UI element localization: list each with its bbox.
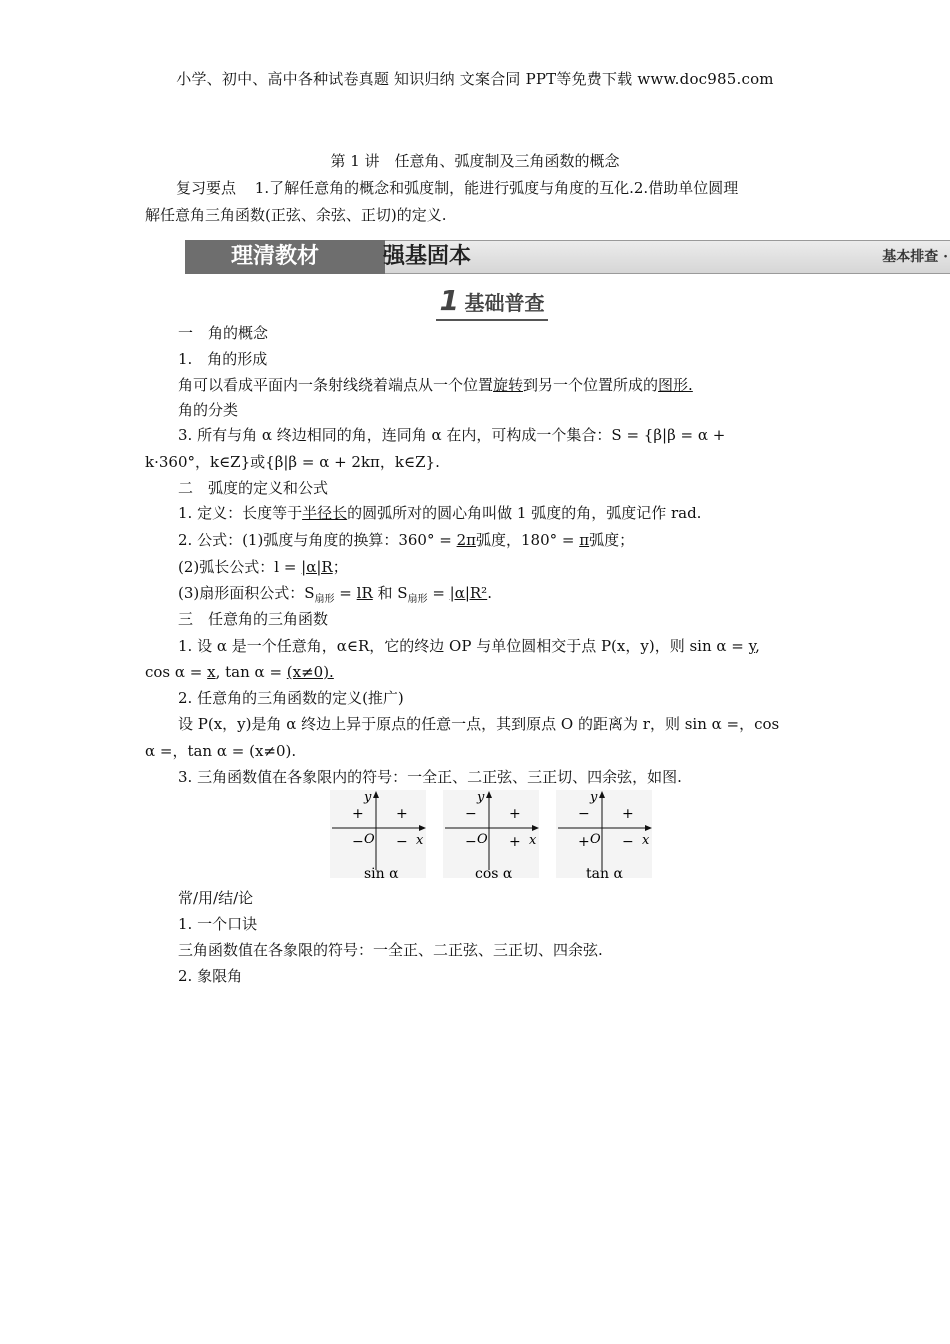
s1-item-1: 1. 角的形成 xyxy=(178,350,268,368)
section-heading xyxy=(436,284,548,321)
answer-blank: π xyxy=(579,531,590,549)
review-text-1: 1.了解任意角的概念和弧度制，能进行弧度与角度的互化.2.借助单位圆理 xyxy=(254,179,739,197)
q1-sign: + xyxy=(509,806,521,822)
diagram-caption: cos α xyxy=(475,866,513,882)
origin-label: O xyxy=(364,832,375,847)
q4-sign: + xyxy=(509,834,521,850)
q1-sign: + xyxy=(622,806,634,822)
banner-left-label: 理清教材 xyxy=(185,240,385,274)
diagram-bg xyxy=(443,790,539,878)
s2-item-3 xyxy=(178,557,348,577)
diagram-bg xyxy=(330,790,426,878)
s2-item-2 xyxy=(178,530,634,550)
s1-item-3-line1: 3. 所有与角 α 终边相同的角，连同角 α 在内，可构成一个集合：S = {β|β = α + xyxy=(178,426,726,444)
site-header: 小学、初中、高中各种试卷真题 知识归纳 文案合同 PPT等免费下载 www.doc985.com xyxy=(176,70,774,88)
text-run: , xyxy=(755,637,760,655)
s3-item-1-line1 xyxy=(178,636,760,656)
y-label: y xyxy=(590,790,598,805)
lecture-title: 第 1 讲 任意角、弧度制及三角函数的概念 xyxy=(330,152,620,170)
section-number: 1 xyxy=(439,284,459,317)
q4-sign: − xyxy=(396,834,408,850)
answer-blank: 2π xyxy=(456,531,476,549)
answer-blank: 半径长 xyxy=(302,504,348,522)
conclusion-1: 1. 一个口诀 xyxy=(178,915,258,933)
q3-sign: − xyxy=(352,834,364,850)
conclusion-1-text: 三角函数值在各象限的符号：一全正、二正弦、三正切、四余弦. xyxy=(178,941,603,959)
s2-item-1 xyxy=(178,503,701,523)
text-run: , tan α = xyxy=(215,663,287,681)
answer-blank: (x≠0). xyxy=(286,663,334,681)
q2-sign: − xyxy=(578,806,590,822)
s1-item-1-text xyxy=(178,375,693,395)
diagram-tan xyxy=(556,790,652,882)
review-points xyxy=(176,178,738,198)
text-run: 1. 设 α 是一个任意角，α∈R，它的终边 OP 与单位圆相交于点 P(x，y)，则 sin α = xyxy=(178,637,749,655)
section-text: 基础普查 xyxy=(464,291,545,315)
quadrant-sign-diagrams xyxy=(326,788,666,888)
answer-blank: |α|R² xyxy=(449,584,488,602)
subscript: 扇形 xyxy=(314,594,335,605)
answer-blank: 图形. xyxy=(658,376,693,394)
text-run: 弧度； xyxy=(589,531,635,549)
conclusions-title: 常/用/结/论 xyxy=(178,889,254,907)
text-run: 和 S xyxy=(372,584,408,602)
s3-item-2-line2: α =，tan α = (x≠0). xyxy=(145,742,297,760)
q1-sign: + xyxy=(396,806,408,822)
q2-sign: − xyxy=(465,806,477,822)
review-text-2: 解任意角三角函数(正弦、余弦、正切)的定义. xyxy=(145,206,447,224)
s2-title: 二 弧度的定义和公式 xyxy=(178,479,329,497)
text-run: 到另一个位置所成的 xyxy=(523,376,659,394)
y-label: y xyxy=(364,790,372,805)
q3-sign: + xyxy=(578,834,590,850)
s1-title: 一 角的概念 xyxy=(178,324,269,342)
answer-blank: |α|R xyxy=(301,558,333,576)
subscript: 扇形 xyxy=(407,594,428,605)
banner-right-label: 强基固本 xyxy=(383,244,472,269)
review-label: 复习要点 xyxy=(176,179,237,197)
diagram-caption: tan α xyxy=(586,866,623,882)
s3-item-3: 3. 三角函数值在各象限内的符号：一全正、二正弦、三正切、四余弦，如图. xyxy=(178,768,682,786)
q4-sign: − xyxy=(622,834,634,850)
section-banner xyxy=(185,238,950,278)
text-run: cos α = xyxy=(145,663,208,681)
diagram-caption: sin α xyxy=(364,866,399,882)
diagram-cos xyxy=(443,790,539,882)
diagram-bg xyxy=(556,790,652,878)
q2-sign: + xyxy=(352,806,364,822)
diagram-sin xyxy=(330,790,426,882)
text-run: ； xyxy=(332,558,348,576)
text-run: = xyxy=(427,584,450,602)
origin-label: O xyxy=(477,832,488,847)
answer-blank: x xyxy=(207,663,216,681)
answer-blank: 旋转 xyxy=(493,376,524,394)
text-run: 弧度，180° = xyxy=(475,531,580,549)
text-run: 1. 定义：长度等于 xyxy=(178,504,303,522)
y-label: y xyxy=(477,790,485,805)
text-run: . xyxy=(487,584,492,602)
answer-blank: lR xyxy=(356,584,373,602)
q3-sign: − xyxy=(465,834,477,850)
s3-title: 三 任意角的三角函数 xyxy=(178,610,329,628)
s3-item-2-line1: 设 P(x，y)是角 α 终边上异于原点的任意一点，其到原点 O 的距离为 r，则 sin α =，cos xyxy=(178,715,780,733)
banner-note: 基本排查 · xyxy=(882,249,948,265)
text-run: = xyxy=(334,584,357,602)
x-label: x xyxy=(642,833,650,848)
x-label: x xyxy=(416,833,424,848)
banner-arrow xyxy=(353,240,379,274)
s2-item-4 xyxy=(178,583,492,610)
text-run: 2. 公式：(1)弧度与角度的换算：360° = xyxy=(178,531,457,549)
text-run: 角可以看成平面内一条射线绕着端点从一个位置 xyxy=(178,376,494,394)
s1-item-3-line2: k·360°，k∈Z}或{β|β = α + 2kπ，k∈Z}. xyxy=(145,453,440,471)
text-run: 的圆弧所对的圆心角叫做 1 弧度的角，弧度记作 rad. xyxy=(347,504,702,522)
s1-item-2: 角的分类 xyxy=(178,401,239,419)
text-run: (3)扇形面积公式：S xyxy=(178,584,315,602)
text-run: (2)弧长公式：l = xyxy=(178,558,302,576)
x-label: x xyxy=(529,833,537,848)
conclusion-2: 2. 象限角 xyxy=(178,967,243,985)
s3-item-2: 2. 任意角的三角函数的定义(推广) xyxy=(178,689,404,707)
origin-label: O xyxy=(590,832,601,847)
answer-blank: y xyxy=(748,637,756,655)
s3-item-1-line2 xyxy=(145,662,334,682)
